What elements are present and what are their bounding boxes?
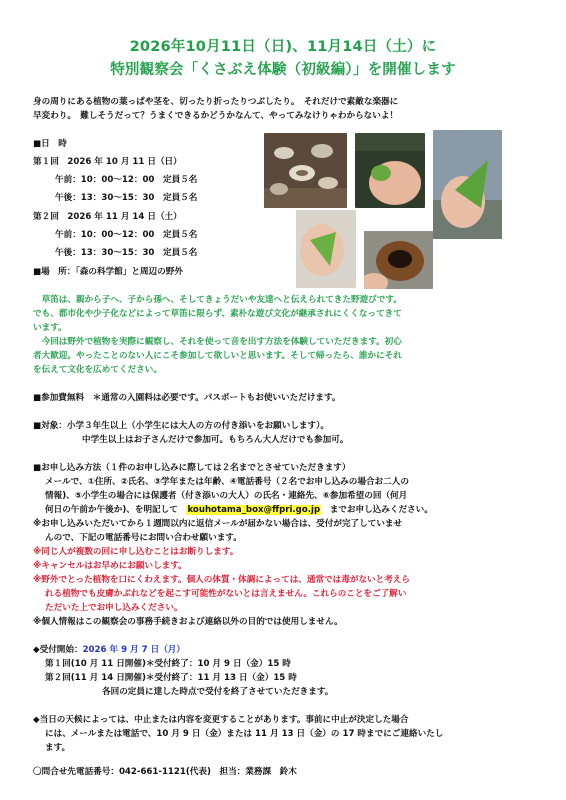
session1-pm: 午後：13：30～15：30 定員５名 [55,193,198,203]
warning-cancel: ※キャンセルはお早めにお願いします。 [33,561,187,571]
description-line-5: 者大歓迎。やったことのない人にこそ参加して欲しいと思います。そして帰ったら、誰かにそれ [33,351,402,361]
privacy-note: ※個人情報はこの観察会の事務手続きおよび連絡以外の目的では使用しません。 [33,617,343,627]
schedule-heading: ■日 時 [33,139,67,149]
fee-info: ■参加費無料 ＊通常の入園料は必要です。パスポートもお使いいただけます。 [33,393,341,403]
intro-line-2: 早変わり。 難しそうだって？うまくできるかどうかなんて、やってみなけりゃわからないよ！ [33,111,399,121]
event-title-line2: 特別観察会「くさぶえ体験（初級編）」を開催します [110,62,456,78]
photo-leaf-blow [433,130,502,239]
warning-plants-3: ただいた上でお申し込みください。 [45,603,183,613]
event-title-line1: 2026年10月11日（日)、11月14日（土）に [129,39,437,55]
application-line-3 [45,504,433,516]
weather-line-2: には、メールまたは電話で、10 月 9 日（金）または 11 月 13 日（金）の 17 時までにご連絡いたし [45,729,444,739]
leaf-blow-photo-icon [433,130,502,239]
note-line-2: んので、下記の電話番号にお問い合わせ願います。 [45,533,242,543]
intro-line-1: 身の周りにある植物の葉っぱや茎を、切ったり折ったりつぶしたり。 それだけで素敵な楽器に [33,97,399,107]
description-line-1: 草笛は、親から子へ、子から孫へ、そしてきょうだいや友達へと伝えられてきた野遊びです。 [33,295,402,305]
description-line-2: でも、都市化や少子化などによって草笛に限らず、素朴な遊び文化が継承されにくくなってきて [33,309,402,319]
photo-leaf-hand [355,133,425,208]
application-line-3-pre: 何日の午前か午後か)、を明記して [45,505,187,515]
contact-info: 〇問合せ先電話番号：042-661-1121(代表) 担当：業務課 鈴木 [33,767,297,777]
reception-row-1: 第１回(10 月 11 日開催)＊受付終了：10 月 9 日（金）15 時 [45,659,291,669]
photo-nut-whistle [364,231,433,289]
target-line-2: 中学生以上はお子さんだけで参加可。もちろん大人だけでも参加可。 [82,435,349,445]
weather-line-3: ます。 [45,743,71,753]
photo-acorn-caps [264,133,347,208]
leaf-hand-photo-icon [355,133,425,208]
warning-plants-1: ※野外でとった植物を口にくわえます。個人の体質・体調によっては、通常では毒がないと考えら [33,575,411,585]
note-line-1: ※お申し込みいただいてから１週間以内に返信メールが届かない場合は、受付が完了していませ [33,519,403,529]
reception-label: ◆受付開始： [33,645,83,655]
nut-whistle-photo-icon [364,231,433,289]
session1-date: 第１回 2026 年 10 月 11 日（日） [33,157,182,167]
session2-am: 午前：10：00～12：00 定員５名 [55,230,198,240]
application-line-1: メールで、①住所、②氏名、③学年または年齢、④電話番号（２名でお申し込みの場合お二人の [45,477,409,487]
description-line-4: 今回は野外で植物を実際に観察し、それを使って音を出す方法を体験していただきます。初心 [33,337,402,347]
reception-row-3: 各回の定員に達した時点で受付を終了させていただきます。 [102,687,334,697]
application-line-2: 情報)、⑤小学生の場合には保護者（付き添いの大人）の氏名・連絡先、⑥参加希望の回（何月 [45,491,408,501]
reception-start [33,644,185,656]
folded-leaf-photo-icon [296,210,356,288]
email-address[interactable]: kouhotama_box@ffpri.go.jp [187,505,321,515]
target-line-1: ■対象：小学３年生以上（小学生には大人の方の付き添いをお願いします）。 [33,421,330,431]
weather-line-1: ◆当日の天候によっては、中止または内容を変更することがあります。事前に中止が決定した場合 [33,715,409,725]
reception-start-date: 2026 年 9 月 7 日（月） [82,645,185,655]
acorn-caps-photo-icon [264,133,347,208]
photo-leaf-folded [296,210,356,288]
warning-plants-2: れる植物でも皮膚かぶれなどを起こす可能性がないとは言えません。これらのことをご了解い [45,589,407,599]
venue: ■場 所：「森の科学館」と周辺の野外 [33,267,183,277]
session1-am: 午前：10：00～12：00 定員５名 [55,175,198,185]
warning-duplicate: ※同じ人が複数の回に申し込むことはお断りします。 [33,547,239,557]
application-heading: ■お申し込み方法（１件のお申し込みに際しては２名までとさせていただきます） [33,463,351,473]
reception-row-2: 第２回(11 月 14 日開催)＊受付終了：11 月 13 日（金）15 時 [45,673,297,683]
session2-pm: 午後：13：30～15：30 定員５名 [55,248,198,258]
application-line-3-post: までお申し込みください。 [321,505,433,515]
description-line-6: を伝えて文化を広めてください。 [33,365,162,375]
description-line-3: います。 [33,323,67,333]
session2-date: 第２回 2026 年 11 月 14 日（土） [33,212,182,222]
